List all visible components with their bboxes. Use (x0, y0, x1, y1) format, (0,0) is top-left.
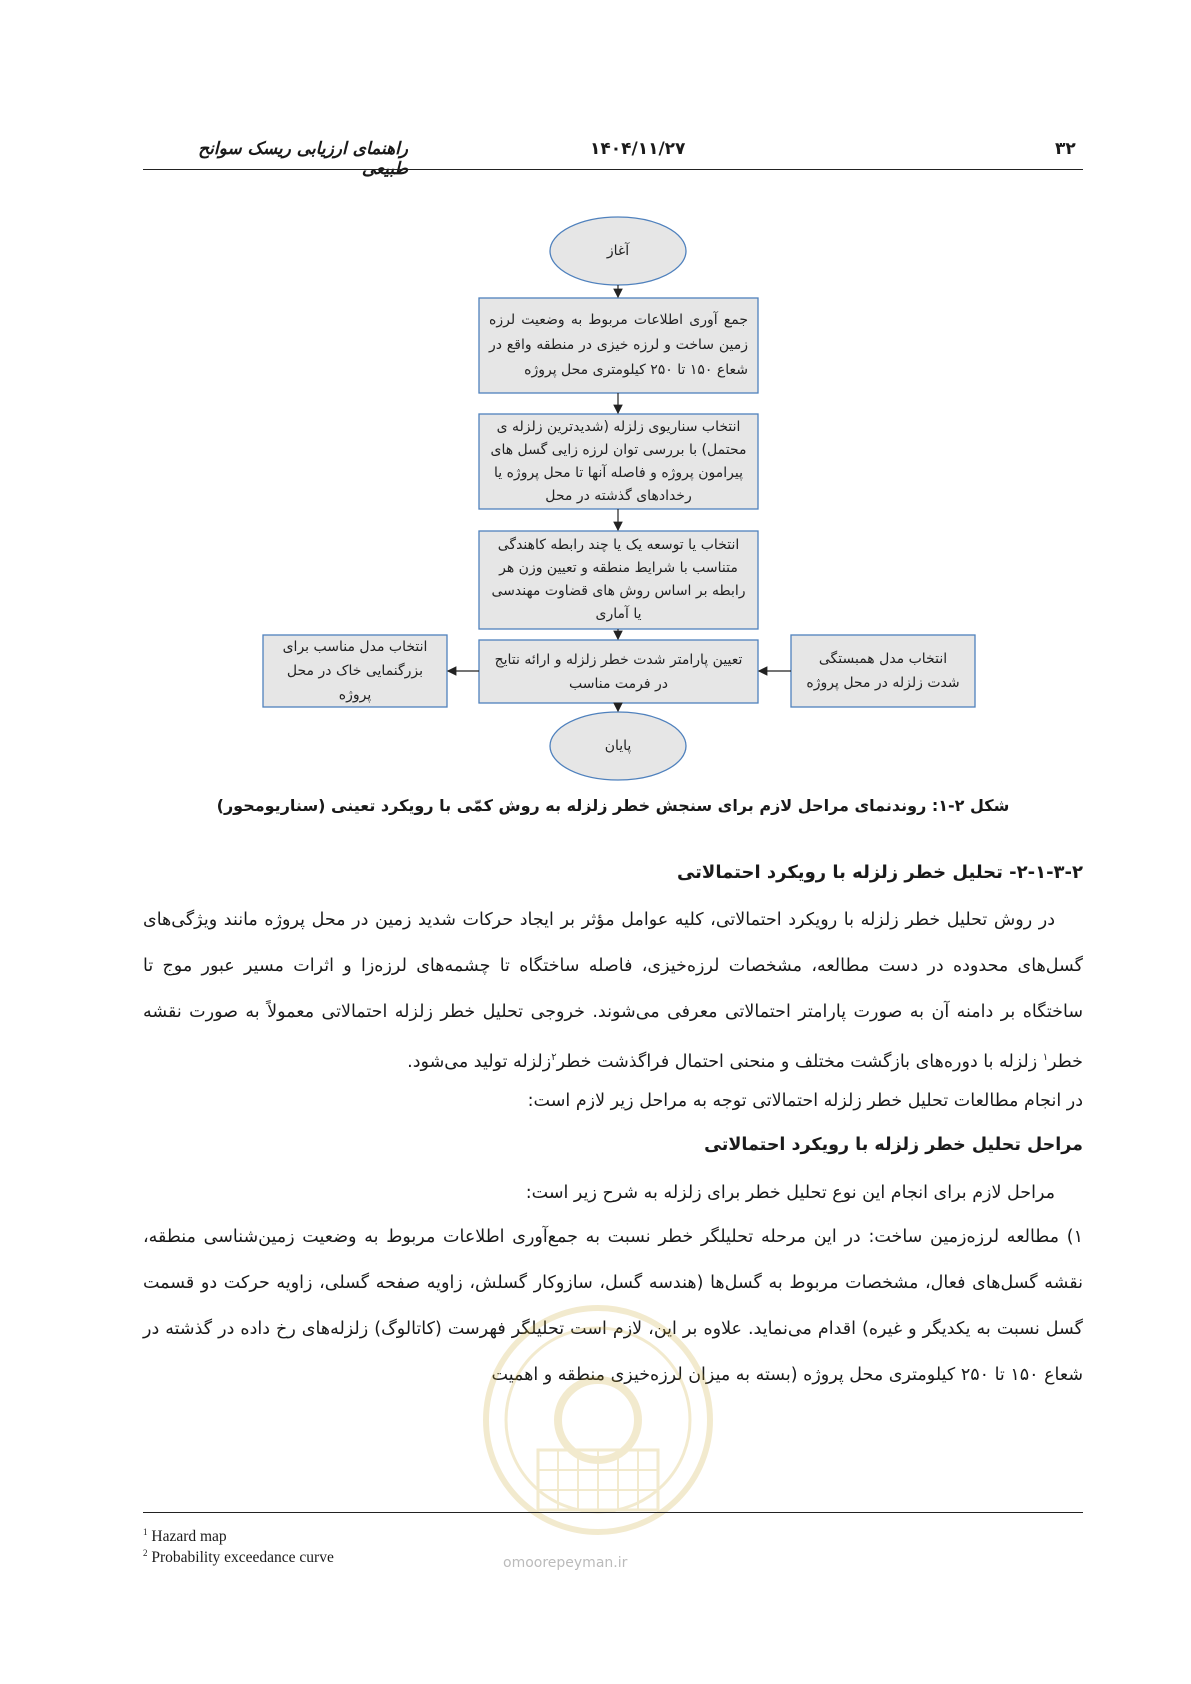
end-label: پایان (604, 737, 632, 754)
subheading: مراحل تحلیل خطر زلزله با رویکرد احتمالاتی (704, 1135, 1083, 1155)
book-title: راهنمای ارزیابی ریسک سوانح طبیعی (198, 139, 408, 179)
watermark-url: omoorepeyman.ir (503, 1555, 628, 1571)
paragraph-1 (143, 897, 1083, 1085)
steps-intro: مراحل لازم برای انجام این نوع تحلیل خطر برای زلزله به شرح زیر است: (525, 1183, 1055, 1203)
footnote-1-text: Hazard map (151, 1528, 227, 1546)
left-box-label: انتخاب مدل مناسب برای بزرگنمایی خاک در محل پروژه (282, 639, 428, 703)
step1-label: جمع آوری اطلاعات مربوط به وضعیت لرزه زمین ساخت و لرزه خیزی در منطقه واقع در شعاع ۱۵۰ تا ۲۵۰ کیلومتری محل پروژه (489, 312, 748, 378)
right-box-label: انتخاب مدل همبستگی شدت زلزله در محل پروژه (806, 651, 960, 691)
page-number: ۳۲ (1055, 139, 1076, 159)
section-heading: ۲-۱-۳-۲- تحلیل خطر زلزله با رویکرد احتمالاتی (676, 862, 1083, 883)
paragraph-2: در انجام مطالعات تحلیل خطر زلزله احتمالاتی توجه به مراحل زیر لازم است: (527, 1091, 1083, 1111)
header-date: ۱۴۰۴/۱۱/۲۷ (590, 139, 686, 159)
footnote-rule (143, 1512, 1083, 1513)
step4-label: تعیین پارامتر شدت خطر زلزله و ارائه نتایج در فرمت مناسب (494, 651, 743, 692)
paragraph-1-part1: در روش تحلیل خطر زلزله با رویکرد احتمالاتی، کلیه عوامل مؤثر بر ایجاد حرکات شدید زمین در محل پروژه مانند ویژگی‌های گسل‌های محدوده در دست مطالعه، مشخصات لرزه‌خیزی، فاصله ساختگاه تا چشمه‌های لرزه‌زا و اثرات مسیر عبور موج تا ساختگاه بر دامنه آن به صورت پارامتر احتمالاتی معرفی می‌شوند. خروجی تحلیل خطر زلزله احتمالاتی معمولاً به صورت نقشه خطر (143, 910, 1083, 1072)
figure-caption: شکل ۲-۱: روندنمای مراحل لازم برای سنجش خطر زلزله به روش کمّی با رویکرد تعینی (سناریومحور) (216, 796, 1010, 815)
step2-label: انتخاب سناریوی زلزله (شدیدترین زلزله ی محتمل) با بررسی توان لرزه زایی گسل های پیرامون پروژه و فاصله آنها تا محل پروژه یا رخدادهای گذشته در محل (490, 418, 747, 504)
footnote-1 (143, 1527, 227, 1546)
start-label: آغاز (606, 242, 630, 259)
footnote-1-mark: 1 (143, 1527, 148, 1537)
footnote-ref-2[interactable]: ۲ (551, 1052, 557, 1063)
footnote-ref-1[interactable]: ۱ (1042, 1052, 1049, 1063)
step3-label: انتخاب یا توسعه یک یا چند رابطه کاهندگی متناسب با شرایط منطقه و تعیین وزن هر رابطه بر اساس روش های قضاوت مهندسی یا آماری (491, 537, 746, 622)
paragraph-1-part3: زلزله تولید می‌شود. (407, 1051, 552, 1072)
paragraph-1-part2: زلزله با دوره‌های بازگشت مختلف و منحنی احتمال فراگذشت خطر (556, 1051, 1043, 1072)
footnote-2-text: Probability exceedance curve (151, 1549, 334, 1567)
step-1-text: ۱) مطالعه لرزه‌زمین ساخت: در این مرحله تحلیلگر خطر نسبت به جمع‌آوری اطلاعات مربوط به وضعیت زمین‌شناسی منطقه، نقشه گسل‌های فعال، مشخصات مربوط به گسل‌ها (هندسه گسل، سازوکار گسلش، زاویه صفحه گسلی، زاویه حرکت دو قسمت گسل نسبت به یکدیگر و غیره) اقدام می‌نماید. علاوه بر این، لازم است تحلیلگر فهرست (کاتالوگ) زلزله‌های رخ داده در گذشته در شعاع ۱۵۰ تا ۲۵۰ کیلومتری محل پروژه (بسته به میزان لرزه‌خیزی منطقه و اهمیت (143, 1227, 1083, 1385)
footnote-2 (143, 1548, 334, 1567)
footnote-2-mark: 2 (143, 1548, 148, 1558)
watermark-seal (478, 1300, 718, 1540)
